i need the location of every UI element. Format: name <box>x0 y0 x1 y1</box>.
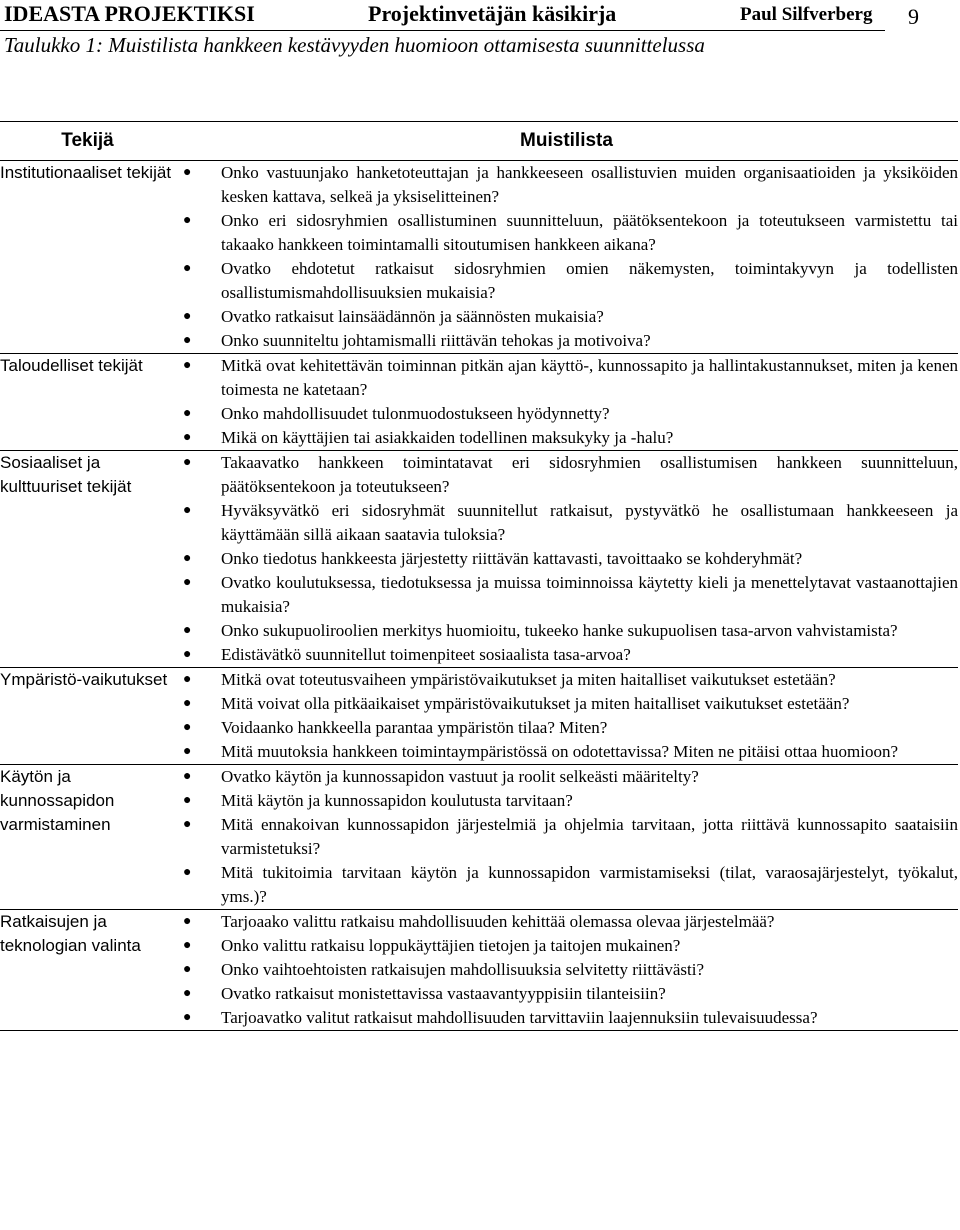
bullet-icon: ● <box>183 333 192 348</box>
bullet-icon: ● <box>183 817 192 832</box>
bullet-icon: ● <box>183 744 192 759</box>
list-item <box>175 402 958 426</box>
list-item <box>175 813 958 861</box>
table-row <box>0 910 958 1031</box>
checklist-cell <box>175 451 958 668</box>
question-text: Onko vaihtoehtoisten ratkaisujen mahdollisuuksia selvitetty riittävästi? <box>221 960 704 979</box>
question-text: Takaavatko hankkeen toimintatavat eri sidosryhmien osallistumisen hankkeen suunnitteluun, päätöksentekoon ja toteutukseen? <box>221 453 958 496</box>
table-caption: Taulukko 1: Muistilista hankkeen kestävyyden huomioon ottamisesta suunnittelussa <box>4 33 705 57</box>
bullet-icon: ● <box>183 938 192 953</box>
table-header-row <box>0 122 958 161</box>
actor-cell: Käytön ja kunnossapidon varmistaminen <box>0 767 115 834</box>
header-title: IDEASTA PROJEKTIKSI <box>4 1 255 26</box>
question-text: Mitä tukitoimia tarvitaan käytön ja kunnossapidon varmistamiseksi (tilat, varaosajärjestelyt, työkalut, yms.)? <box>221 863 958 906</box>
table-row <box>0 354 958 451</box>
question-text: Onko vastuunjako hanketoteuttajan ja hankkeeseen osallistuvien muiden organisaatioiden ja yksiköiden kesken kattava, selkeä ja yksiselitteinen? <box>221 163 958 206</box>
bullet-icon: ● <box>183 575 192 590</box>
list-item <box>175 161 958 209</box>
list-item <box>175 668 958 692</box>
question-list <box>175 451 958 667</box>
bullet-icon: ● <box>183 672 192 687</box>
question-text: Mitä käytön ja kunnossapidon koulutusta tarvitaan? <box>221 791 573 810</box>
bullet-icon: ● <box>183 1010 192 1025</box>
bullet-icon: ● <box>183 165 192 180</box>
list-item <box>175 354 958 402</box>
list-item <box>175 982 958 1006</box>
bullet-icon: ● <box>183 503 192 518</box>
bullet-icon: ● <box>183 455 192 470</box>
question-text: Tarjoavatko valitut ratkaisut mahdollisuuden tarvittaviin laajennuksiin tulevaisuudessa? <box>221 1008 818 1027</box>
bullet-icon: ● <box>183 962 192 977</box>
bullet-icon: ● <box>183 551 192 566</box>
column-header-checklist: Muistilista <box>520 130 613 151</box>
question-text: Ovatko käytön ja kunnossapidon vastuut ja roolit selkeästi määritelty? <box>221 767 699 786</box>
page-number: 9 <box>908 4 919 29</box>
question-text: Onko valittu ratkaisu loppukäyttäjien tietojen ja taitojen mukainen? <box>221 936 681 955</box>
table-row <box>0 668 958 765</box>
question-list <box>175 668 958 764</box>
bullet-icon: ● <box>183 213 192 228</box>
actor-cell: Institutionaaliset tekijät <box>0 163 172 182</box>
list-item <box>175 692 958 716</box>
question-text: Mitä muutoksia hankkeen toimintaympäristössä on odotettavissa? Miten ne pitäisi ottaa huomioon? <box>221 742 899 761</box>
question-text: Mitkä ovat toteutusvaiheen ympäristövaikutukset ja miten haitalliset vaikutukset estetään? <box>221 670 836 689</box>
bullet-icon: ● <box>183 793 192 808</box>
question-text: Mikä on käyttäjien tai asiakkaiden todellinen maksukyky ja -halu? <box>221 428 674 447</box>
question-text: Mitkä ovat kehitettävän toiminnan pitkän ajan käyttö-, kunnossapito ja hallintakustannukset, miten ja kenen toimesta ne katetaan? <box>221 356 958 399</box>
list-item <box>175 910 958 934</box>
question-text: Mitä voivat olla pitkäaikaiset ympäristövaikutukset ja miten haitalliset vaikutukset estetään? <box>221 694 850 713</box>
checklist-cell <box>175 668 958 765</box>
header-author: Paul Silfverberg <box>740 4 873 25</box>
bullet-icon: ● <box>183 647 192 662</box>
list-item <box>175 305 958 329</box>
question-text: Onko mahdollisuudet tulonmuodostukseen hyödynnetty? <box>221 404 610 423</box>
list-item <box>175 547 958 571</box>
actor-cell: Sosiaaliset ja kulttuuriset tekijät <box>0 453 132 496</box>
checklist-cell <box>175 765 958 910</box>
question-text: Ovatko ratkaisut lainsäädännön ja säännösten mukaisia? <box>221 307 604 326</box>
list-item <box>175 619 958 643</box>
checklist-cell <box>175 354 958 451</box>
table-row <box>0 765 958 910</box>
actor-cell: Ympäristö-vaikutukset <box>0 670 168 689</box>
question-text: Onko sukupuoliroolien merkitys huomioitu, tukeeko hanke sukupuolisen tasa-arvon vahvistamista? <box>221 621 898 640</box>
list-item <box>175 426 958 450</box>
bullet-icon: ● <box>183 914 192 929</box>
question-text: Ovatko koulutuksessa, tiedotuksessa ja muissa toiminnoissa käytetty kieli ja menettelytavat vastaanottajien mukaisia? <box>221 573 958 616</box>
actor-cell: Taloudelliset tekijät <box>0 356 143 375</box>
question-text: Onko tiedotus hankkeesta järjestetty riittävän kattavasti, tavoittaako se kohderyhmät? <box>221 549 803 568</box>
list-item <box>175 499 958 547</box>
question-text: Ovatko ehdotetut ratkaisut sidosryhmien omien näkemysten, toimintakyvyn ja todellisten osallistumismahdollisuuksien mukaisia? <box>221 259 958 302</box>
question-text: Ovatko ratkaisut monistettavissa vastaavantyyppisiin tilanteisiin? <box>221 984 666 1003</box>
question-text: Hyväksyvätkö eri sidosryhmät suunnitellut ratkaisut, pystyvätkö he osallistumaan hankkeeseen ja käyttämään sillä aikaan saatavia tuloksia? <box>221 501 958 544</box>
bullet-icon: ● <box>183 430 192 445</box>
question-list <box>175 161 958 353</box>
bullet-icon: ● <box>183 358 192 373</box>
list-item <box>175 643 958 667</box>
table-row <box>0 161 958 354</box>
column-header-actor: Tekijä <box>61 130 114 151</box>
bullet-icon: ● <box>183 769 192 784</box>
list-item <box>175 716 958 740</box>
list-item <box>175 209 958 257</box>
bullet-icon: ● <box>183 261 192 276</box>
bullet-icon: ● <box>183 406 192 421</box>
list-item <box>175 329 958 353</box>
actor-cell: Ratkaisujen ja teknologian valinta <box>0 912 141 955</box>
question-text: Voidaanko hankkeella parantaa ympäristön tilaa? Miten? <box>221 718 608 737</box>
question-list <box>175 354 958 450</box>
header-book-title: Projektinvetäjän käsikirja <box>368 1 617 26</box>
bullet-icon: ● <box>183 309 192 324</box>
question-list <box>175 765 958 909</box>
list-item <box>175 740 958 764</box>
list-item <box>175 934 958 958</box>
list-item <box>175 257 958 305</box>
bullet-icon: ● <box>183 986 192 1001</box>
checklist-cell <box>175 910 958 1031</box>
table-row <box>0 451 958 668</box>
checklist-table <box>0 121 958 1031</box>
list-item <box>175 571 958 619</box>
question-text: Onko eri sidosryhmien osallistuminen suunnitteluun, päätöksentekoon ja toteutukseen varmistettu tai takaako hankkeen toimintamalli sitoutumisen hankkeen aikana? <box>221 211 958 254</box>
bullet-icon: ● <box>183 720 192 735</box>
list-item <box>175 451 958 499</box>
question-text: Tarjoaako valittu ratkaisu mahdollisuuden kehittää olemassa olevaa järjestelmää? <box>221 912 775 931</box>
list-item <box>175 789 958 813</box>
bullet-icon: ● <box>183 865 192 880</box>
question-list <box>175 910 958 1030</box>
bullet-icon: ● <box>183 696 192 711</box>
list-item <box>175 765 958 789</box>
bullet-icon: ● <box>183 623 192 638</box>
list-item <box>175 861 958 909</box>
question-text: Edistävätkö suunnitellut toimenpiteet sosiaalista tasa-arvoa? <box>221 645 631 664</box>
checklist-cell <box>175 161 958 354</box>
list-item <box>175 1006 958 1030</box>
page-header <box>0 0 885 31</box>
question-text: Onko suunniteltu johtamismalli riittävän tehokas ja motivoiva? <box>221 331 651 350</box>
list-item <box>175 958 958 982</box>
question-text: Mitä ennakoivan kunnossapidon järjestelmiä ja ohjelmia tarvitaan, jotta riittävä kunnossapito saataisiin varmistetuksi? <box>221 815 958 858</box>
